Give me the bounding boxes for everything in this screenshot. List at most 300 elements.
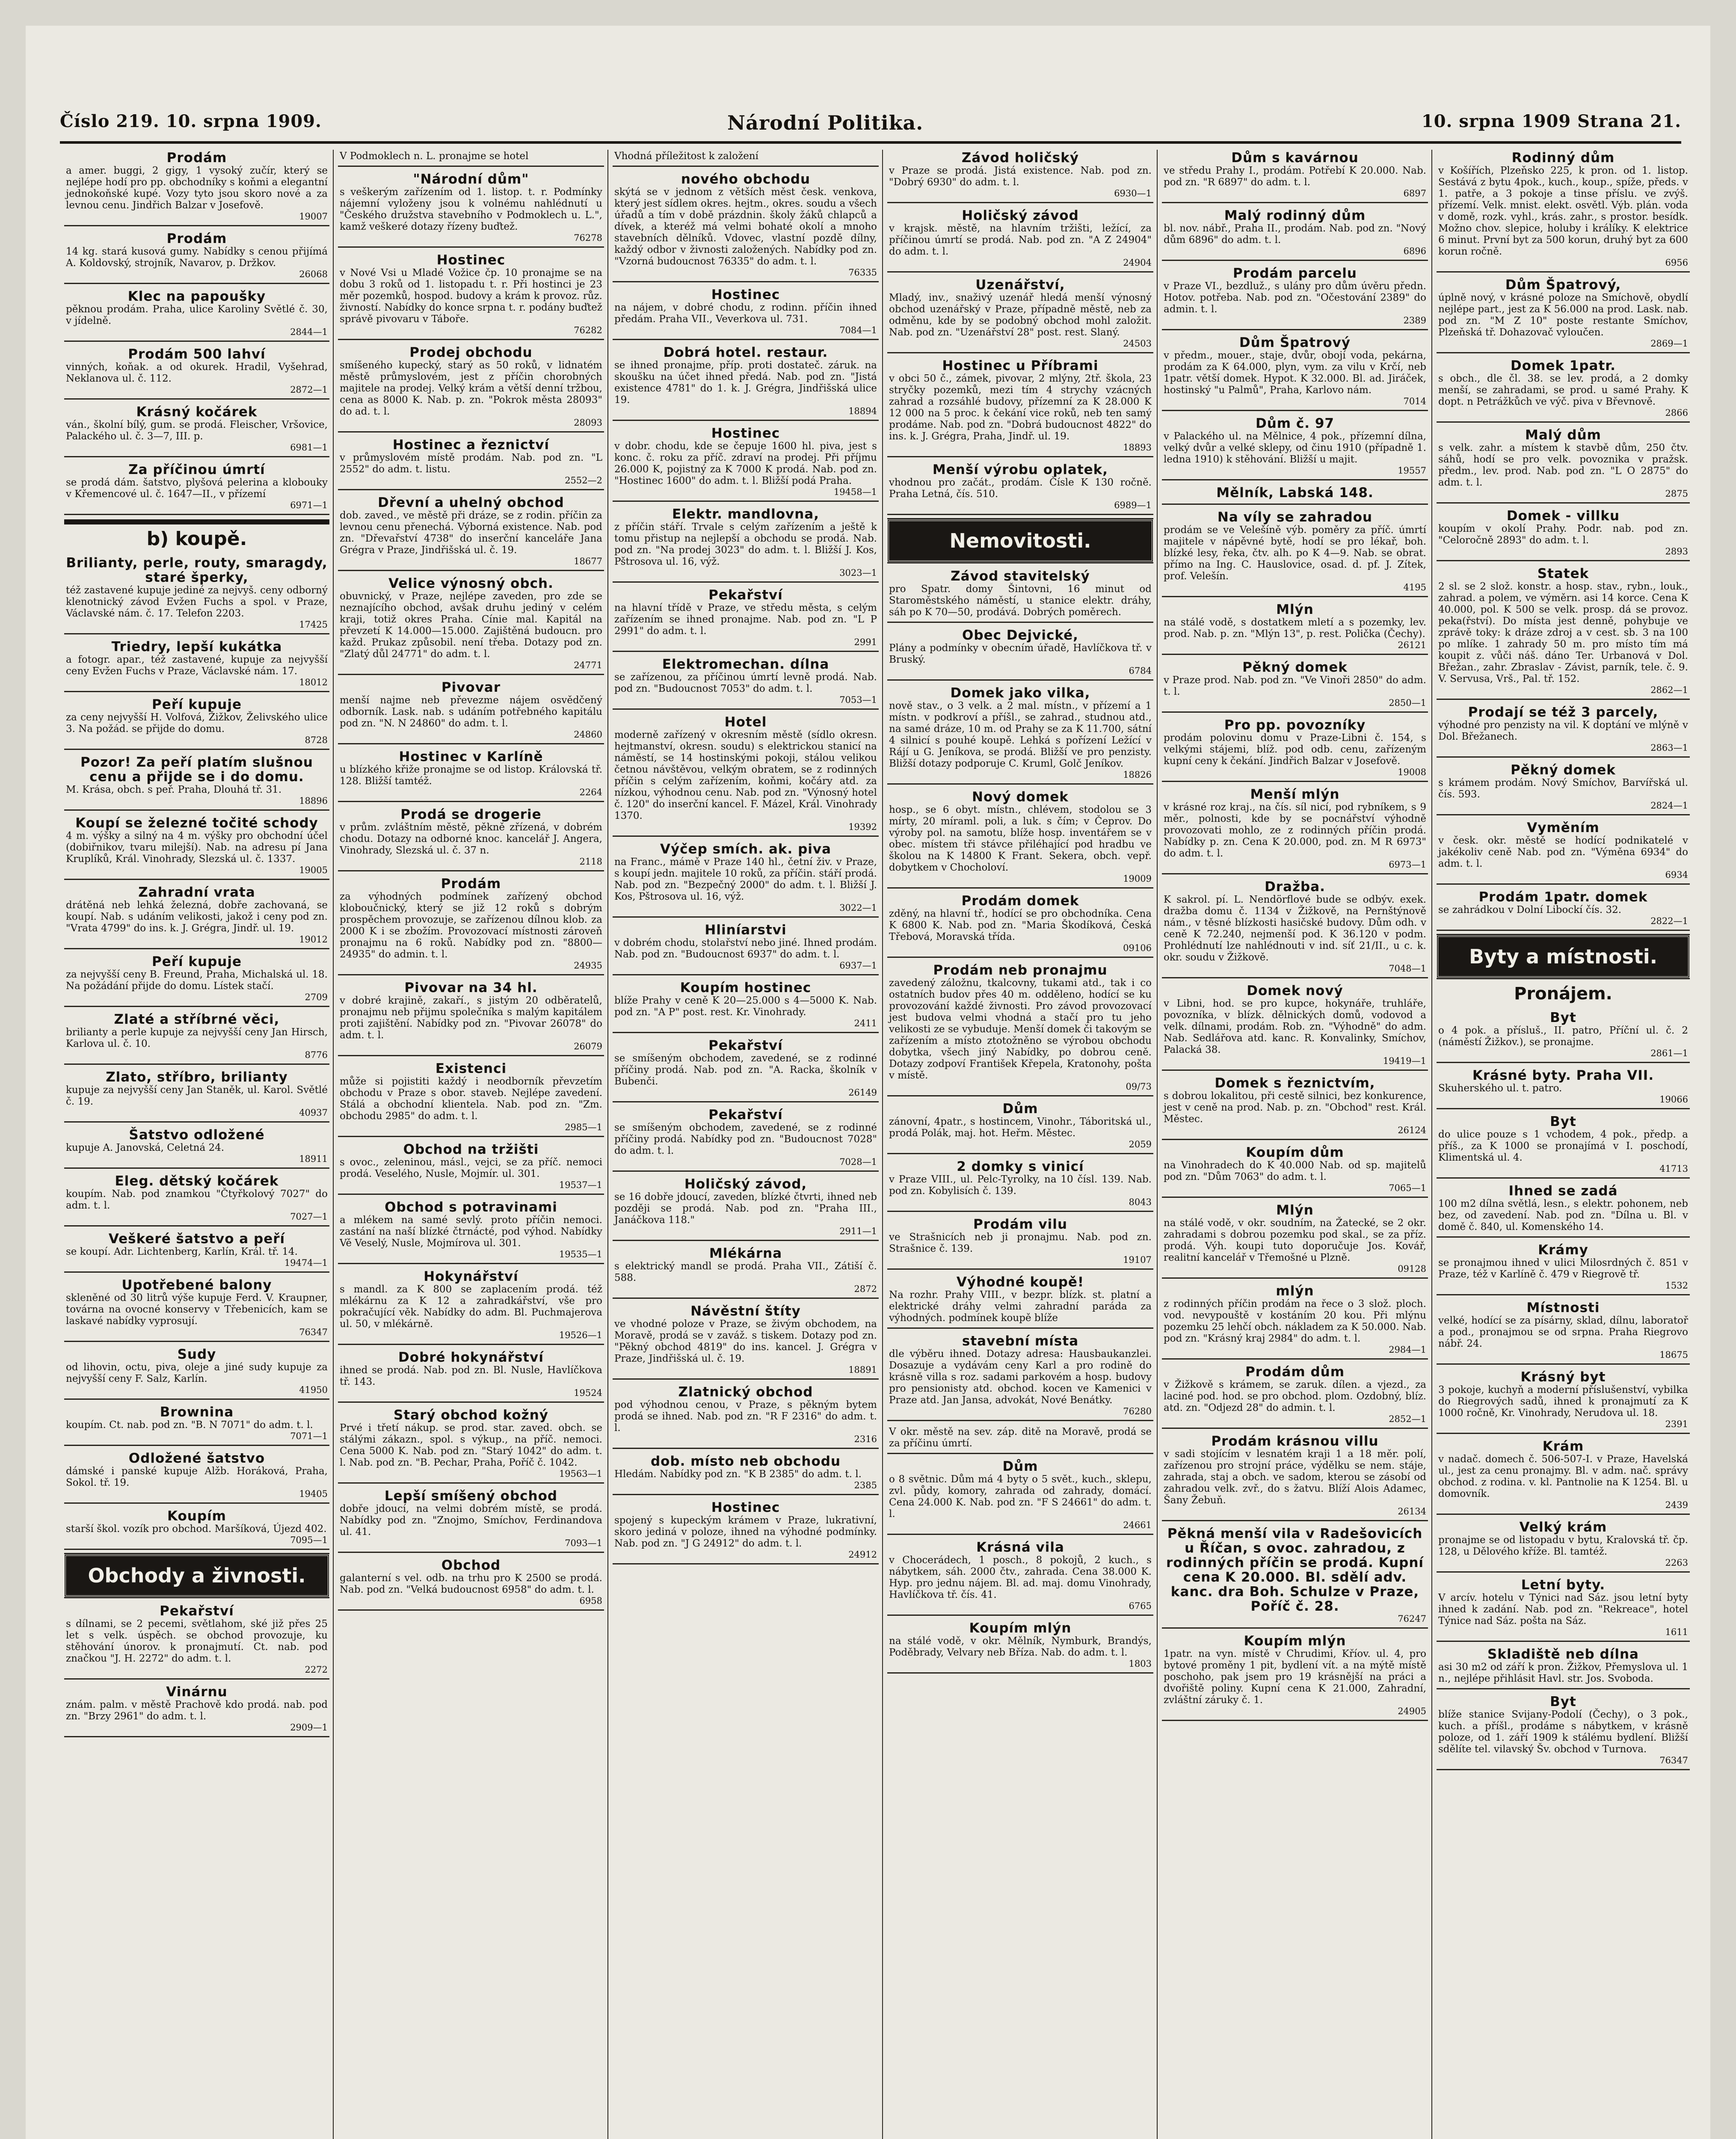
ad-text: ve středu Prahy I., prodám. Potřebí K 20.000. Nab. pod zn. "R 6897" do adm. t. l. [1164,165,1426,188]
classified-ad [613,287,879,340]
classified-ad [338,252,604,340]
ad-number: 19474—1 [284,1258,328,1268]
ad-heading: Mělník, Labská 148. [1216,485,1374,501]
classified-ad [64,639,329,692]
ad-number: 19012 [299,934,328,945]
ad-heading: Veškeré šatstvo a peří [108,1231,285,1247]
ad-heading: Rodinný dům [1511,150,1615,166]
ad-number: 2985—1 [565,1122,602,1132]
ad-heading: Zahradní vrata [138,885,255,900]
ad-text: výhodné pro penzisty na vil. K doptání ve mlýně v Dol. Břežanech. [1438,720,1688,742]
ad-number: 18893 [1123,442,1152,453]
classified-ad [887,150,1153,203]
ad-heading: Dům s kavárnou [1231,150,1359,166]
ad-number: 19458—1 [833,487,877,497]
ad-heading: Hokynářství [424,1269,518,1284]
section-heading-koupe: b) koupě. [64,519,329,550]
column-4 [887,150,1153,2139]
ad-number: 18012 [299,677,328,687]
classified-ad [1437,1519,1690,1573]
ad-number: 2118 [579,856,602,867]
classified-ad [64,288,329,342]
ad-text: Hledám. Nabídky pod zn. "K B 2385" do adm. t. l. [614,1469,862,1480]
column-divider [333,150,334,2139]
ad-number: 2263 [1665,1558,1688,1568]
column-divider [607,150,608,2139]
ad-number: 2872 [854,1284,877,1294]
classified-ad [613,714,879,837]
ad-number: 2869—1 [1650,338,1688,349]
ad-heading: nového obchodu [681,172,811,187]
classified-ad [1437,1067,1690,1109]
ad-heading: Výčep smích. ak. piva [660,841,832,857]
classified-ad [887,627,1153,681]
ad-heading: Hostinec a řeznictví [392,437,550,453]
ad-number: 2272 [305,1665,328,1675]
ad-number: 26068 [299,269,328,279]
classified-ad [1437,277,1690,353]
ad-text: pro Spatr. domy Šintovni, 16 minut od Staroměstského náměstí, u stanice elektr. dráhy, sáh po K 70—50, prodává. Dobrých poměrech. [889,584,1152,618]
ad-text: za nejvyšší ceny B. Freund, Praha, Michalská ul. 18. Na požádání přijde do domu. Lístek stačí. [66,969,328,992]
ad-number: 2824—1 [1650,800,1688,811]
classified-ad [613,1499,879,1564]
ad-text: koupím. Ct. nab. pod zn. "B. N 7071" do adm. t. l. [66,1419,313,1431]
ad-text: též zastavené kupuje jediné za nejvyš. ceny odborný klenotnický závod Evžen Fuchs a spol. v Praze, Václavské nám. č. 17. Telefon 2203. [66,585,328,619]
classified-ad [887,1216,1153,1270]
section-banner-byty: Byty a místnosti. [1437,935,1690,978]
ad-number: 19066 [1659,1094,1688,1105]
ad-heading: Menší mlýn [1250,787,1340,802]
ad-heading: Mlýn [1276,602,1314,617]
classified-ad [1162,1202,1428,1279]
ad-text: s elektrický mandl se prodá. Praha VII., Zátiší č. 588. [614,1261,877,1283]
ad-text: s veškerým zařízením od 1. listop. t. r. Podmínky nájemní vyloženy jsou k volnému nahlédnutí u "Českého družstva stavebního v Podmoklech u. L.", kamž veškeré dotazy řízeny buďtež. [340,187,602,232]
ad-number: 2316 [854,1434,877,1444]
column-divider [1157,150,1158,2139]
ad-text: 4 m. výšky a silný na 4 m. výšky pro obchodní účel (dobiřnikov, tvaru milejší). Nab. na adresu pí Jana Kruplíků, Král. Vinohrady, Slezská ul. č. 1337. [66,830,328,865]
ad-text: brilianty a perle kupuje za nejvyšší ceny Jan Hirsch, Karlova ul. č. 10. [66,1027,328,1049]
classified-ad [887,962,1153,1096]
classified-ad [1162,1526,1428,1629]
ad-heading: Byt [1550,1114,1576,1129]
ad-number: 2850—1 [1389,698,1426,708]
ad-number: 19557 [1398,465,1426,476]
classified-ad [64,1684,329,1737]
classified-ad [1437,1694,1690,1770]
ad-heading: Vyměním [1527,820,1600,835]
ad-heading: Domek - villku [1506,508,1620,524]
ad-text: od lihovin, octu, piva, oleje a jiné sudy kupuje za nejvyšší ceny F. Salz, Karlín. [66,1362,328,1384]
ad-number: 24904 [1123,258,1152,268]
ad-text: do ulice pouze s 1 vchodem, 4 pok., předp. a příš., za K 1000 se pronajímá v I. poschodí, Klimentská ul. 4. [1438,1129,1688,1163]
ad-number: 24860 [574,729,602,740]
classified-ad [1437,762,1690,815]
ad-number: 19535—1 [559,1249,602,1259]
ad-heading: "Národní dům" [413,172,529,187]
classified-ad [887,1333,1153,1421]
ad-text: vinných, koňak. a od okurek. Hradil, Vyšehrad, Neklanova ul. č. 112. [66,361,328,384]
ad-number: 7028—1 [839,1157,877,1167]
ad-heading: Elektr. mandlovna, [672,507,820,522]
ad-text: s dobrou lokalitou, při cestě silnici, bez konkurence, jest v ceně na prod. Nab. p. zn. "Obchod" rest. Král. Městec. [1164,1090,1426,1125]
ad-text: z příčin stáří. Trvale s celým zařízením a ještě k tomu přistup na nejlepší a obchodu se prodá. Nab. pod zn. "Na prodej 3023" do adm. t. l. Bližší J. Kos, Pštrosova ul. 16, výž. [614,521,877,567]
ad-heading: Hotel [724,714,767,730]
classified-ad [887,1539,1153,1616]
ad-number: 6956 [1665,258,1688,268]
classified-ad [1162,1633,1428,1721]
ad-number: 2385 [854,1480,877,1490]
ad-number: 19007 [299,211,328,222]
ad-number: 19008 [1398,767,1426,777]
section-banner-nemovitosti: Nemovitosti. [887,519,1153,562]
ad-text: smíšeného kupecký, starý as 50 roků, v lidnatém městě průmyslovém, jest z příčin chorobných majitele na prodej. Velký krám a větší denní tržbou, cena as 8000 K. Nab. p. zn. "Pokrok města 28093" do ad. t. l. [340,360,602,417]
ad-text: v sadi stojícím v lesnatém kraji 1 a 18 měr. polí, zařízenou pro strojní práce, výdělku se nem. stáje, zahrada, staj a obch. ve sadom, kterou se zásobí od zahradou velk. zvř., do s žatvu. Blíží Alois Adamec, Šany Žebuň. [1164,1449,1426,1506]
ad-text: v dobrém chodu, stolařství nebo jiné. Ihned prodám. Nab. pod zn. "Budoucnost 6937" do adm. t. l. [614,937,877,960]
ad-heading: Pěkná menší vila v Radešovicích u Říčan, s ovoc. zahradou, z rodinných příčin se prodá. Kupní cena K 20.000. Bl. sdělí adv. kanc. dra Boh. Schulze v Praze, Poříč č. 28. [1166,1526,1424,1614]
classified-ad [613,171,879,282]
ad-number: 2852—1 [1389,1414,1426,1424]
classified-ad [1162,1283,1428,1360]
classified-ad [613,1384,879,1449]
ad-number: 8043 [1129,1197,1152,1207]
ad-number: 7071—1 [290,1431,328,1441]
ad-number: 1532 [1665,1280,1688,1291]
classified-ad [64,462,329,515]
ad-heading: Krám [1542,1439,1584,1454]
ad-number: 19537—1 [559,1180,602,1190]
ad-heading: Skladiště neb dílna [1487,1647,1639,1662]
ad-number: 26124 [1398,1125,1426,1135]
ad-number: 2911—1 [839,1226,877,1236]
ad-text: v Palackého ul. na Mělnice, 4 pok., přízemní dílna, velký dvůr a velké sklepy, od činu 1910 (případně 1. ledna 1910) k stěhování. Bližší u majit. [1164,431,1426,465]
ad-text: 3 pokoje, kuchyň a moderní příslušenství, vybilka do Riegrových sadů, ihned k pronajmutí za K 1000 ročně, Kr. Vinohrady, Nerudova ul. 18. [1438,1384,1688,1419]
ad-number: 19005 [299,865,328,875]
ad-text: spojený s kupeckým krámem v Praze, lukrativní, skoro jediná v poloze, ihned na výhodné podmínky. Nab. pod zn. "J G 24912" do adm. t. l. [614,1515,877,1549]
ad-number: 18891 [848,1365,877,1375]
ad-heading: Prodám [166,150,227,166]
classified-ad [1437,889,1690,931]
ad-heading: Byt [1550,1694,1576,1709]
ad-text: s ovoc., zeleninou, másl., vejci, se za příč. nemoci prodá. Veselého, Nusle, Mojmír. ul. 301. [340,1157,602,1179]
ad-heading: Vinárnu [166,1684,228,1700]
ad-heading: Domek s řeznictvím, [1215,1075,1375,1091]
classified-ad [887,685,1153,785]
ad-number: 6937—1 [839,960,877,971]
classified-ad [613,344,879,421]
classified-ad [1437,1242,1690,1295]
ad-heading: mlýn [1276,1283,1314,1299]
ad-number: 19419—1 [1383,1056,1426,1066]
ad-text: se koupí. Adr. Lichtenberg, Karlín, Král. tř. 14. [66,1246,298,1257]
ad-text: a mlékem na samé sevlý. proto příčin nemoci. zastání na naší blízké čtrnácté, pod výhod. Nabídky Vě Veselý, Nusle, Mojmírova ul. 301. [340,1215,602,1249]
classified-ad [887,207,1153,273]
classified-ad [1162,485,1428,505]
ad-number: 6971—1 [290,500,328,510]
ad-heading: Uzenářství, [975,277,1065,293]
ad-number: 2863—1 [1650,743,1688,753]
classified-ad [613,1107,879,1172]
ad-number: 09106 [1123,943,1152,953]
ad-heading: Pěkný domek [1511,762,1616,778]
classified-ad [338,344,604,433]
ad-text: zděný, na hlavní tř., hodící se pro obchodníka. Cena K 6800 K. Nab. pod zn. "Maria Škodíková, Česká Třebová, Moravská třída. [889,908,1152,942]
classified-ad [64,1404,329,1446]
ad-heading: Krásný byt [1520,1369,1606,1385]
ad-text: blíže Prahy v ceně K 20—25.000 s 4—5000 K. Nab. pod zn. "A P" post. rest. Kr. Vinohrady. [614,995,877,1018]
ad-heading: Pivovar [441,680,501,695]
ad-heading: Prodej obchodu [409,345,533,360]
ad-number: 2872—1 [290,385,328,395]
ad-heading: Prodám dům [1245,1364,1345,1380]
ad-number: 2411 [854,1018,877,1028]
classified-ad [1437,1300,1690,1365]
ad-heading: Elektromechan. dílna [662,657,829,672]
ad-number: 24503 [1123,338,1152,349]
ad-number: 6973—1 [1389,859,1426,870]
classified-ad [64,1231,329,1273]
ad-heading: Hostinec [711,287,780,302]
ad-heading: Prodám domek [961,893,1079,909]
ad-text: z rodinných příčin prodám na řece o 3 slož. ploch. vod. nevypouště v kostáním 20 kou. Při mlýnu pozemku 25 lehčí obch. nákladem za K 50.000. Nab. pod zn. "Krásný kraj 2984" do adm. t. l. [1164,1298,1426,1344]
ad-heading: Domek jako vilka, [950,685,1090,701]
ad-heading: Za příčinou úmrtí [128,462,265,477]
ad-text: menší najme neb převezme nájem osvědčený odborník. Lask. nab. s udáním potřebného kapitálu pod zn. "N. N 24860" do adm. t. l. [340,695,602,729]
ad-number: 76247 [1398,1614,1426,1624]
ad-heading: Lepší smíšený obchod [384,1488,558,1504]
ad-heading: Dobrá hotel. restaur. [663,345,828,360]
column-6 [1437,150,1690,2139]
ad-text: na Vinohradech do K 40.000 Nab. od sp. majitelů pod zn. "Dům 7063" do adm. t. l. [1164,1160,1426,1182]
ad-number: 6784 [1129,666,1152,676]
ad-text: dámské i panské kupuje Alžb. Horáková, Praha, Sokol. tř. 19. [66,1466,328,1488]
classified-ad [887,1425,1153,1454]
ad-heading: Koupím mlýn [969,1621,1072,1636]
ad-heading: Pěkný domek [1242,660,1348,675]
classified-ad [613,150,879,167]
ad-heading: Holičský závod, [684,1176,807,1192]
ad-heading: Výhodné koupě! [956,1274,1084,1290]
ad-heading: Prodám parcelu [1232,266,1357,281]
classified-ad [1162,1433,1428,1521]
ad-text: ihned se prodá. Nab. pod zn. Bl. Nusle, Havlíčkova tř. 143. [340,1365,602,1387]
ad-text: na stálé vodě, v okr. soudním, na Žatecké, se 2 okr. zahradami s dobrou pozemku pod skal., se za příz. prodá. Výh. koupi tuto doporučuje Jos. Kovář, realitní kancelář v Třemošné u Plzně. [1164,1218,1426,1263]
ad-heading: Zlato, stříbro, brilianty [106,1070,288,1085]
ad-number: 76280 [1123,1406,1152,1416]
ad-text: s krámem prodám. Nový Smíchov, Barvířská ul. čís. 593. [1438,777,1688,800]
ad-heading: 2 domky s vinicí [957,1159,1084,1174]
classified-ad [338,150,604,167]
ad-text: obuvnický, v Praze, nejlépe zaveden, pro zde se neznajícího obchod, avšak druhu jediný v celém kraji, totiž okres Praha. Cínie mal. Kapitál na převzetí K 14.000—15.000. Zajištěná budoucn. pro každ. Prukaz způsobil. není třeba. Dotazy pod zn. "Zlatý důl 24771" do adm. t. l. [340,591,602,660]
ad-number: 19563—1 [559,1469,602,1479]
ad-number: 2875 [1665,489,1688,499]
ad-text: blíže stanice Svijany-Podolí (Čechy), o 3 pok., kuch. a příšl., prodáme s nábytkem, v krásně poloze, od 1. září 1909 k stálému bydlení. Bližší sdělíte tel. vilavský Šv. obchod v Turnova. [1438,1709,1688,1755]
ad-text: v česk. okr. městě se hodící podnikatelé v jakékoliv ceně Nab. pod zn. "Výměna 6934" do adm. t. l. [1438,835,1688,869]
ad-number: 7093—1 [565,1538,602,1548]
classified-ad [338,679,604,744]
classified-ad [64,404,329,457]
ad-text: zánovní, 4patr., s hostincem, Vinohr., Táboritská ul., prodá Polák, maj. hot. Heřm. Městec. [889,1116,1152,1139]
ad-number: 19526—1 [559,1330,602,1340]
section-banner-obchody: Obchody a živnosti. [64,1554,329,1597]
ad-number: 6989—1 [1114,500,1152,510]
ad-number: 17425 [299,619,328,630]
classified-ad [613,1303,879,1380]
ad-heading: Obec Dejvické, [962,628,1078,643]
ad-text: Na rozhr. Prahy VIII., v bezpr. blízk. st. platní a elektrické dráhy velmi zahradní paráda za výhodných. podmínek koupě blíže [889,1289,1152,1324]
classified-ad [1437,427,1690,504]
newspaper-page [26,26,1710,2139]
ad-text: V arcív. hotelu v Týnici nad Sáz. jsou letní byty ihned k zadání. Nab. pod zn. "Rekreace", hotel Týnice nad Sáz. pošta na Sáz. [1438,1592,1688,1626]
ad-number: 18896 [299,796,328,806]
classified-ad [613,1037,879,1102]
ad-text: se zařízenou, za příčinou úmrtí levně prodá. Nab. pod zn. "Budoucnost 7053" do adm. t. l. [614,672,877,694]
classified-ad [1162,601,1428,655]
ad-text: Prvé i třetí nákup. se prod. star. zaved. obch. se stálými zákazn., spol. s výkup., na příč. nemoci. Cena 5000 K. Nab. pod zn. "Starý 1042" do adm. t. l. Nab. pod zn. "B. Pechar, Praha, Poříč č. 1042. [340,1422,602,1468]
ad-number: 7048—1 [1389,963,1426,974]
ad-heading: Obchod [441,1558,501,1573]
ad-heading: dob. místo neb obchodu [650,1454,841,1469]
ad-number: 2893 [1665,546,1688,557]
ad-text: v Praze se prodá. Jistá existence. Nab. pod zn. "Dobrý 6930" do adm. t. l. [889,165,1152,188]
issue-date: Číslo 219. 10. srpna 1909. [60,111,322,131]
ad-heading: Peří kupuje [151,954,242,969]
column-divider [882,150,883,2139]
ad-heading: Závod holičský [961,150,1079,166]
ad-text: dob. zaved., ve městě při dráze, se z rodin. příčin za levnou cenu přenechá. Výborná existence. Nab. pod zn. "Dřevařství 4738" do inserční kanceláře Jana Grégra v Praze, Jindřišská ul. č. 19. [340,510,602,556]
ad-heading: stavební místa [962,1333,1079,1349]
ad-text: kupuje A. Janovská, Celetná 24. [66,1142,225,1153]
ad-text: na stálé vodě, s dostatkem mletí a s pozemky, lev. prod. Nab. p. zn. "Mlýn 13", p. rest. Polička (Čechy). [1164,617,1426,640]
ad-text: na Franc., mámě v Praze 140 hl., četní živ. v Praze, s koupí jedn. majitele 10 roků, za příčin. stáří prodá. Nab. pod zn. "Bezpečný 2000" do adm. t. l. Bližší J. Kos, Pštrosova ul. 16, výž. [614,856,877,902]
ad-text: bl. nov. nábř., Praha II., prodám. Nab. pod zn. "Nový dům 6896" do adm. t. l. [1164,223,1426,246]
ad-heading: Hostinec u Příbrami [942,358,1099,373]
ad-heading: Statek [1537,566,1589,581]
classified-ad [613,980,879,1033]
ad-number: 8776 [305,1050,328,1060]
ad-number: 24771 [574,660,602,670]
ad-text: v Košířích, Plzeňsko 225, k pron. od 1. listop. Sestává z bytu 4pok., kuch., koup., spíže, předs. v 1. patře, a 3 pokoje a tinse příslu. ve zvýš. přízemí. Velk. mnist. elekt. osvětl. Výb. plán. voda v domě, rozk. vyhl., krás. zahr., s prostor. besídk. Možno chov. slepice, holuby i králíky. K elektrice 6 minut. První byt za 500 korun, druhý byt za 600 korun ročně. [1438,165,1688,257]
classified-ad [1437,1010,1690,1063]
ad-number: 2709 [305,992,328,1002]
page-number: 10. srpna 1909 Strana 21. [1421,111,1681,131]
ad-heading: Dobré hokynářství [398,1350,544,1365]
classified-ad [64,1173,329,1227]
ad-text: v dobré krajině, zakaří., s jistým 20 odběratelů, pronajmu neb přijmu společníka s malým kapitálem proti zajištění. Nabídky pod zn. "Pivovar 26078" do adm. t. l. [340,995,602,1041]
ad-number: 18894 [848,406,877,416]
classified-ad [64,1603,329,1680]
ad-text: se zahrádkou v Dolní Libockí čís. 32. [1438,904,1622,915]
classified-ad [338,1141,604,1195]
classified-ad [338,575,604,675]
ad-number: 1611 [1665,1627,1688,1637]
classified-ad [1162,1075,1428,1140]
ad-heading: Pekařství [708,587,783,603]
ad-text: na nájem, v dobré chodu, z rodinn. příčin ihned předám. Praha VII., Veverkova ul. 731. [614,302,877,325]
classified-ad [613,656,879,710]
classified-ad [338,876,604,975]
classified-ad [887,1458,1153,1535]
classified-ad [338,1488,604,1553]
ad-text: starší škol. vozík pro obchod. Maršíková, Újezd 402. [66,1523,327,1535]
ad-heading: Krásné byty. Praha VII. [1472,1068,1654,1083]
ad-number: 2389 [1403,315,1426,326]
ad-text: se pronajmou ihned v ulici Milosrdných č. 851 v Praze, též v Karlíně č. 479 v Riegrově tř. [1438,1257,1688,1280]
ad-text: Skuherského ul. t. patro. [1438,1083,1562,1094]
ad-heading: Dřevní a uhelný obchod [378,495,564,510]
ad-number: 40937 [299,1108,328,1118]
ad-text: Vhodná příležitost k založení [614,151,758,162]
ad-heading: Šatstvo odložené [129,1127,265,1143]
classified-ad [338,437,604,490]
ad-number: 76282 [574,325,602,335]
ad-number: 26079 [574,1041,602,1052]
ad-heading: Eleg. dětský kočárek [115,1173,279,1189]
ad-number: 3023—1 [839,568,877,578]
classified-ad [1162,335,1428,411]
ad-text: se smíšeným obchodem, zavedené, se z rodinné příčiny prodá. Nabídky pod zn. "Budoucnost 7028" do adm. t. l. [614,1122,877,1156]
ad-number: 24935 [574,960,602,971]
ad-heading: Pekařství [708,1038,783,1053]
column-2 [338,150,604,2139]
ad-heading: Na víly se zahradou [1217,510,1373,525]
ad-text: s dílnami, se 2 pecemi, světlahom, ské již přes 25 let s velk. úspěch. se obchod provozuje, ku stěhování únorov. k pronajmutí. Ct. nab. pod značkou "J. H. 2272" do adm. t. l. [66,1618,328,1664]
ad-heading: Koupím dům [1246,1145,1344,1160]
ad-number: 76347 [299,1327,328,1337]
classified-ad [1437,1577,1690,1642]
ad-text: v prům. zvláštním městě, pěkně zřízená, v dobrém chodu. Dotazy na odborné knoc. kancelář J. Angera, Vinohrady, Slezská ul. č. 37 n. [340,822,602,856]
ad-heading: Hostinec [711,426,780,441]
ad-heading: Ihned se zadá [1508,1183,1618,1199]
ad-number: 7053—1 [839,695,877,705]
classified-ad [887,568,1153,623]
ad-heading: Pivovar na 34 hl. [404,980,538,995]
ad-text: hosp., se 6 obyt. místn., chlévem, stodolou se 3 mírty, 20 míraml. poli, a luk. s čím; v Čeprov. Do výroby pol. na samotu, blíže hosp. inventářem se v obec. místem tři stávce přiléhající pod hradbu ve školou na K 14800 K Frant. Sekera, obch. vepř. dobytkem v Chocholoví. [889,804,1152,873]
ad-text: prodám polovinu domu v Praze-Libni č. 154, s velkými stájemi, blíž. pod odb. cenu, zařízeným kupní ceny k čekání. Jindřich Balzar v Josefově. [1164,732,1426,767]
ad-text: může si pojistiti každý i neodborník převzetím obchodu v Praze s obor. staveb. Nejlépe zavedení. Stálá a obchodní klientela. Nab. pod zn. "Zm. obchodu 2985" do adm. t. l. [340,1076,602,1122]
ad-heading: Prodají se též 3 parcely, [1468,705,1659,720]
ad-number: 6934 [1665,870,1688,880]
ad-heading: Prodám [441,876,501,892]
ad-heading: Dům Špatrový, [1505,277,1621,293]
ad-text: úplně nový, v krásné poloze na Smíchově, obydlí nejlépe part., jest za K 56.000 na prod. Lask. nab. pod zn. "M Z 10" poste restante Smíchov, Plzeňská tř. Dohazovač vyloučen. [1438,292,1688,338]
ad-number: 6765 [1129,1601,1152,1611]
ad-heading: Peří kupuje [151,697,242,712]
ad-heading: Prodá se drogerie [400,807,542,822]
ad-heading: Malý rodinný dům [1224,208,1366,223]
ad-heading: Nový domek [972,789,1069,805]
ad-text: 2 sl. se 2 slož. konstr. a hosp. stav., rybn., louk., zahrad. a polem, ve výměrn. asi 14 korce. Cena K 40.000, pol. K 500 se velk. prosp. dá se provoz. peka(řství). Do místa jest denně, pohybuje ve zprávě toky: k dráze zdroj a v cest. sb. 3 na 100 po mlíke. 1 zahrady 50 m. pro místo tím má koupit z. vůči náš. dáno Ter. Urbanová v Dol. Břežan., zahr. Zbraslav - Závist, parník, tele. č. 9. V. Servusa, Vrš., Pal. tř. 152. [1438,581,1688,684]
classified-ad [1437,1646,1690,1689]
ad-text: pod výhodnou cenou, v Praze, s pěkným bytem prodá se ihned. Nab. pod zn. "R F 2316" do adm. t. l. [614,1399,877,1434]
classified-ad [1437,1369,1690,1434]
classified-ad [1162,207,1428,261]
classified-ad [1162,983,1428,1071]
classified-ad [64,1277,329,1342]
ad-number: 19392 [848,822,877,832]
newspaper-title: Národní Politika. [727,111,924,134]
classified-ad [1437,150,1690,273]
classified-ad [64,555,329,634]
classified-ad [887,1101,1153,1154]
ad-heading: Letní byty. [1521,1577,1606,1593]
classified-ad [64,954,329,1007]
ad-heading: Pro pp. povozníky [1224,717,1366,733]
classified-ad [64,754,329,811]
column-5 [1162,150,1428,2139]
classified-ad [1162,265,1428,330]
classified-ad [1437,508,1690,561]
classified-ad [64,346,329,400]
